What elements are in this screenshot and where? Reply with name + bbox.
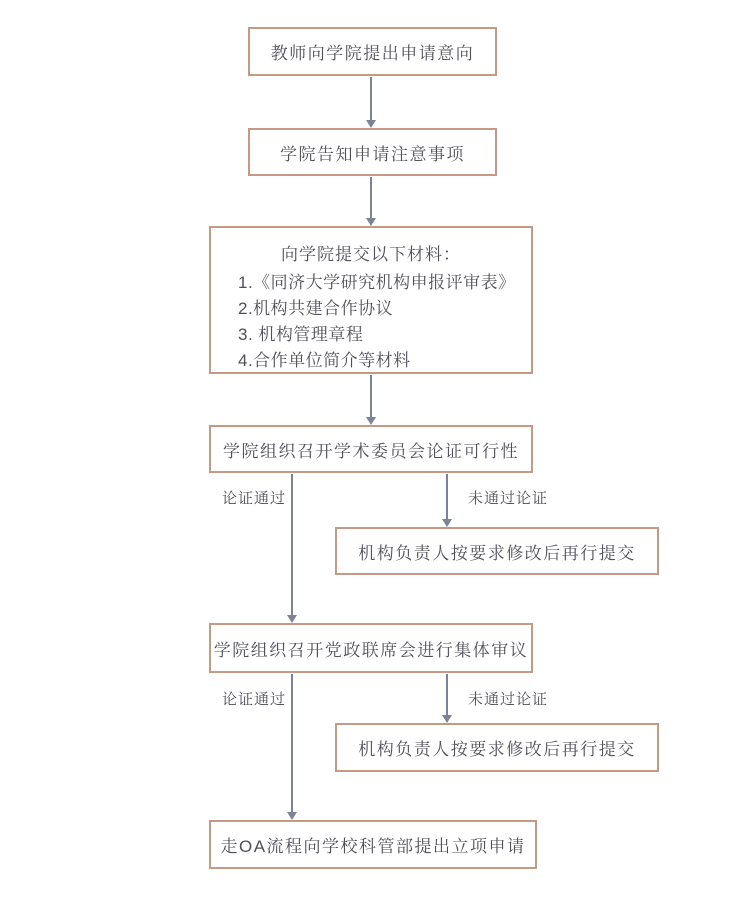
branch2-fail-label: 未通过论证: [468, 691, 549, 708]
arrow-committee-pass: [291, 474, 293, 615]
branch2-pass-label: 论证通过: [222, 691, 287, 708]
node-oa-application: [209, 820, 537, 869]
node-notify-notes-label: 学院告知申请注意事项: [280, 144, 465, 164]
node-apply-intent: [248, 27, 497, 76]
node-materials: [209, 226, 533, 374]
arrow-meeting-fail: [446, 674, 448, 715]
node-revise-resubmit-2: [335, 723, 659, 772]
node-joint-meeting-label: 学院组织召开党政联席会进行集体审议: [213, 640, 529, 660]
node-notify-notes: [248, 128, 497, 176]
materials-title: 向学院提交以下材料：: [281, 245, 461, 264]
node-apply-intent-label: 教师向学院提出申请意向: [270, 44, 475, 63]
materials-item-4: 4.合作单位简介等材料: [238, 351, 411, 370]
arrow-step1-to-step2: [370, 77, 372, 120]
materials-list: [211, 270, 531, 374]
node-academic-committee-label: 学院组织召开学术委员会论证可行性: [223, 441, 519, 461]
branch1-pass-label: 论证通过: [222, 490, 287, 507]
arrow-committee-fail: [446, 474, 448, 519]
node-revise-resubmit-2-label: 机构负责人按要求修改后再行提交: [358, 740, 636, 759]
arrow-materials-to-committee: [370, 375, 372, 417]
node-joint-meeting: [209, 623, 533, 673]
branch1-fail-label: 未通过论证: [468, 490, 549, 507]
arrow-step2-to-materials: [370, 177, 372, 218]
materials-item-3: 3. 机构管理章程: [238, 325, 364, 344]
node-revise-resubmit-1-label: 机构负责人按要求修改后再行提交: [358, 543, 636, 563]
node-academic-committee: [209, 425, 533, 473]
node-revise-resubmit-1: [335, 527, 659, 575]
materials-item-1: 1.《同济大学研究机构申报评审表》: [238, 273, 516, 292]
arrow-meeting-pass: [291, 674, 293, 812]
materials-item-2: 2.机构共建合作协议: [238, 299, 394, 318]
node-oa-application-label: 走OA流程向学校科管部提出立项申请: [220, 837, 526, 856]
